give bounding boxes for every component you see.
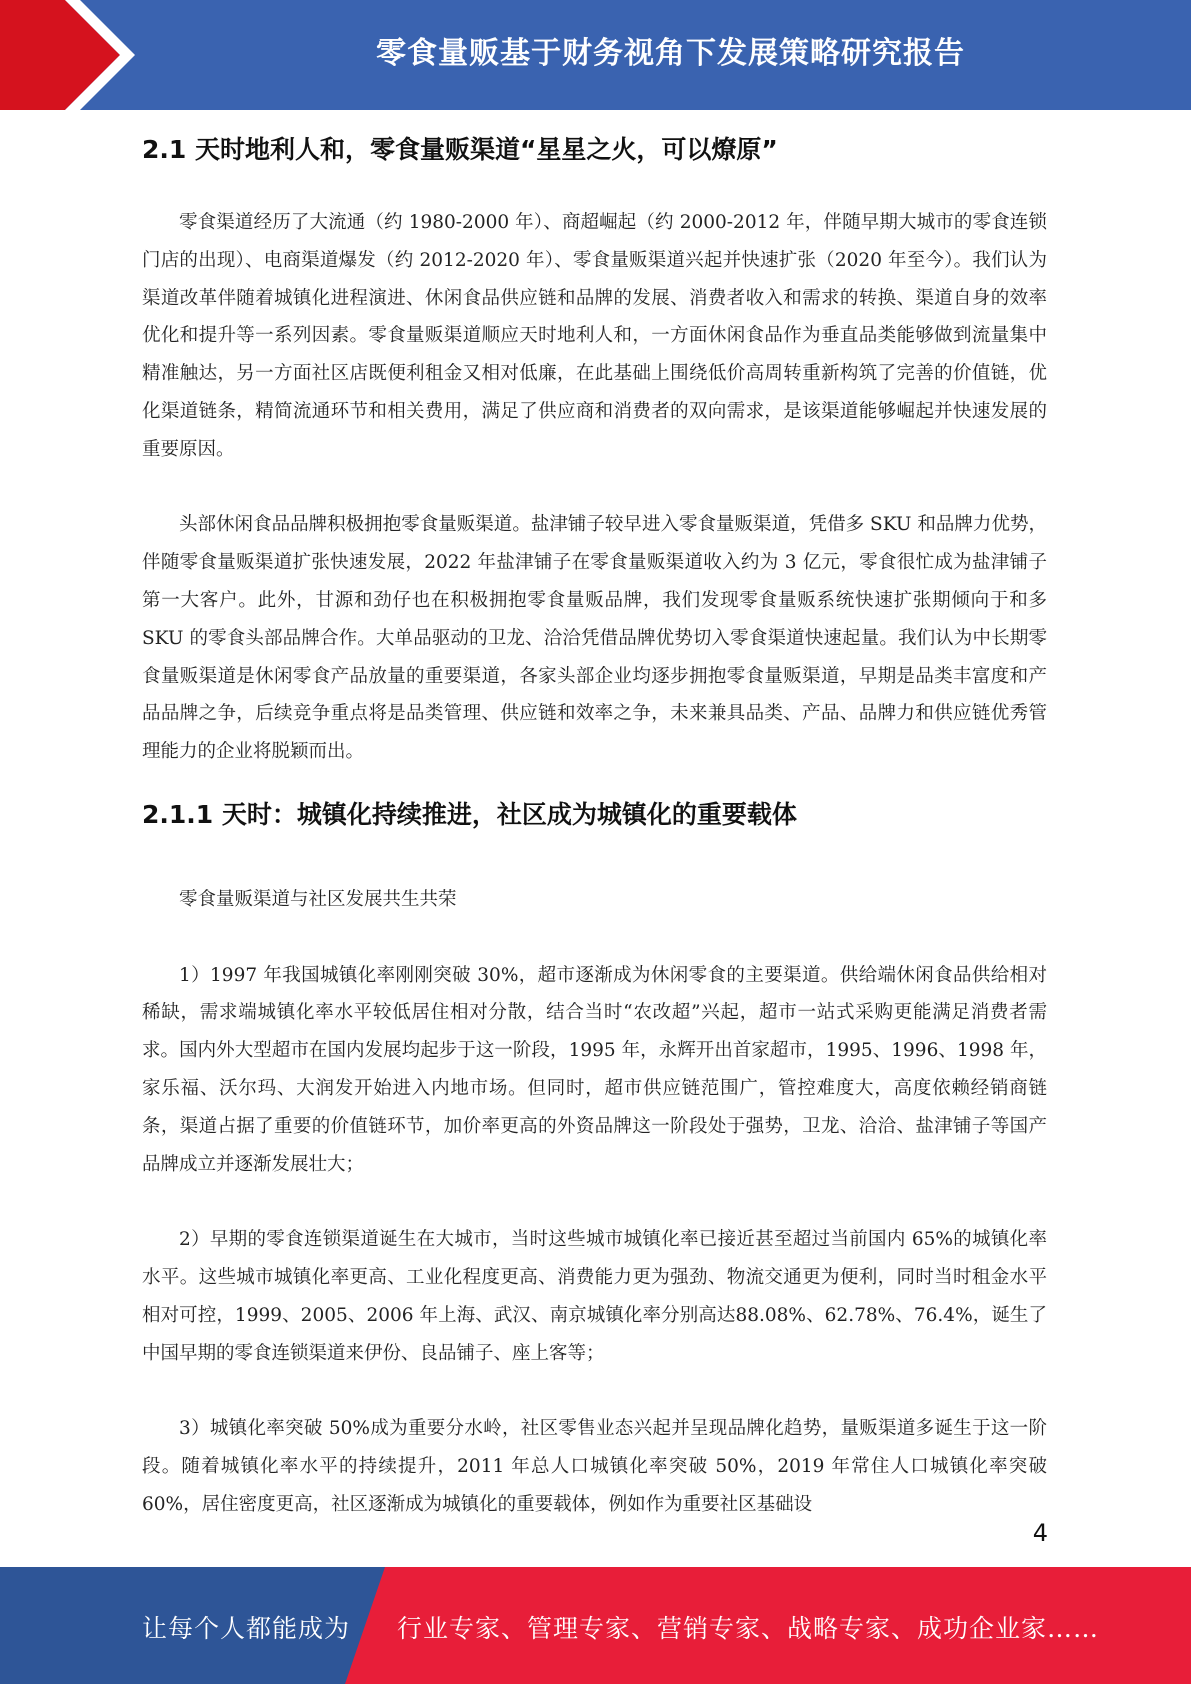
paragraph: 2）早期的零食连锁渠道诞生在大城市，当时这些城市城镇化率已接近甚至超过当前国内 65%的城镇化率水平。这些城市城镇化率更高、工业化程度更高、消费能力更为强劲、物流交通更为便利，同时当时租金水平相对可控，1999、2005、2006 年上海、武汉、南京城镇化率分别高达88.08%、62.78%、76.4%，诞生了中国早期的零食连锁渠道来伊份、良品铺子、座上客等；	[142, 1229, 1047, 1364]
paragraph: 3）城镇化率突破 50%成为重要分水岭，社区零售业态兴起并呈现品牌化趋势，量贩渠道多诞生于这一阶段。随着城镇化率水平的持续提升，2011 年总人口城镇化率突破 50%，2019 年常住人口城镇化率突破 60%，居住密度更高，社区逐渐成为城镇化的重要载体，例如作为重要社区基础设	[142, 1418, 1047, 1515]
report-title: 零食量贩基于财务视角下发展策略研究报告	[376, 36, 965, 71]
page-header	[0, 0, 1191, 110]
page-content	[142, 110, 1047, 1524]
paragraph: 零食渠道经历了大流通（约 1980-2000 年）、商超崛起（约 2000-2012 年，伴随早期大城市的零食连锁门店的出现）、电商渠道爆发（约 2012-2020 年）、零食量贩渠道兴起并快速扩张（2020 年至今）。我们认为渠道改革伴随着城镇化进程演进、休闲食品供应链和品牌的发展、消费者收入和需求的转换、渠道自身的效率优化和提升等一系列因素。零食量贩渠道顺应天时地利人和，一方面休闲食品作为垂直品类能够做到流量集中精准触达，另一方面社区店既便利租金又相对低廉，在此基础上围绕低价高周转重新构筑了完善的价值链，优化渠道链条，精简流通环节和相关费用，满足了供应商和消费者的双向需求，是该渠道能够崛起并快速发展的重要原因。	[142, 212, 1047, 460]
page-footer	[0, 1567, 1191, 1684]
paragraph: 头部休闲食品品牌积极拥抱零食量贩渠道。盐津铺子较早进入零食量贩渠道，凭借多 SKU 和品牌力优势，伴随零食量贩渠道扩张快速发展，2022 年盐津铺子在零食量贩渠道收入约为 3 亿元，零食很忙成为盐津铺子第一大客户。此外，甘源和劲仔也在积极拥抱零食量贩品牌，我们发现零食量贩系统快速扩张期倾向于和多 SKU 的零食头部品牌合作。大单品驱动的卫龙、洽洽凭借品牌优势切入零食渠道快速起量。我们认为中长期零食量贩渠道是休闲零食产品放量的重要渠道，各家头部企业均逐步拥抱零食量贩渠道，早期是品类丰富度和产品品牌之争，后续竞争重点将是品类管理、供应链和效率之争，未来兼具品类、产品、品牌力和供应链优秀管理能力的企业将脱颖而出。	[142, 514, 1047, 763]
paragraph: 1）1997 年我国城镇化率刚刚突破 30%，超市逐渐成为休闲零食的主要渠道。供给端休闲食品供给相对稀缺，需求端城镇化率水平较低居住相对分散，结合当时“农改超”兴起，超市一站式采购更能满足消费者需求。国内外大型超市在国内发展均起步于这一阶段，1995 年，永辉开出首家超市，1995、1996、1998 年，家乐福、沃尔玛、大润发开始进入内地市场。但同时，超市供应链范围广，管控难度大，高度依赖经销商链条，渠道占据了重要的价值链环节，加价率更高的外资品牌这一阶段处于强势，卫龙、洽洽、盐津铺子等国产品牌成立并逐渐发展壮大；	[142, 964, 1047, 1175]
page-number: 4	[1032, 1519, 1048, 1547]
section-heading-2-1: 2.1 天时地利人和，零食量贩渠道“星星之火，可以燎原”	[142, 135, 778, 164]
section-heading-2-1-1: 2.1.1 天时：城镇化持续推进，社区成为城镇化的重要载体	[142, 799, 797, 829]
subheading: 零食量贩渠道与社区发展共生共荣	[179, 888, 457, 910]
footer-slogan-right: 行业专家、管理专家、营销专家、战略专家、成功企业家……	[397, 1614, 1100, 1643]
footer-slogan-left: 让每个人都能成为	[142, 1614, 351, 1643]
